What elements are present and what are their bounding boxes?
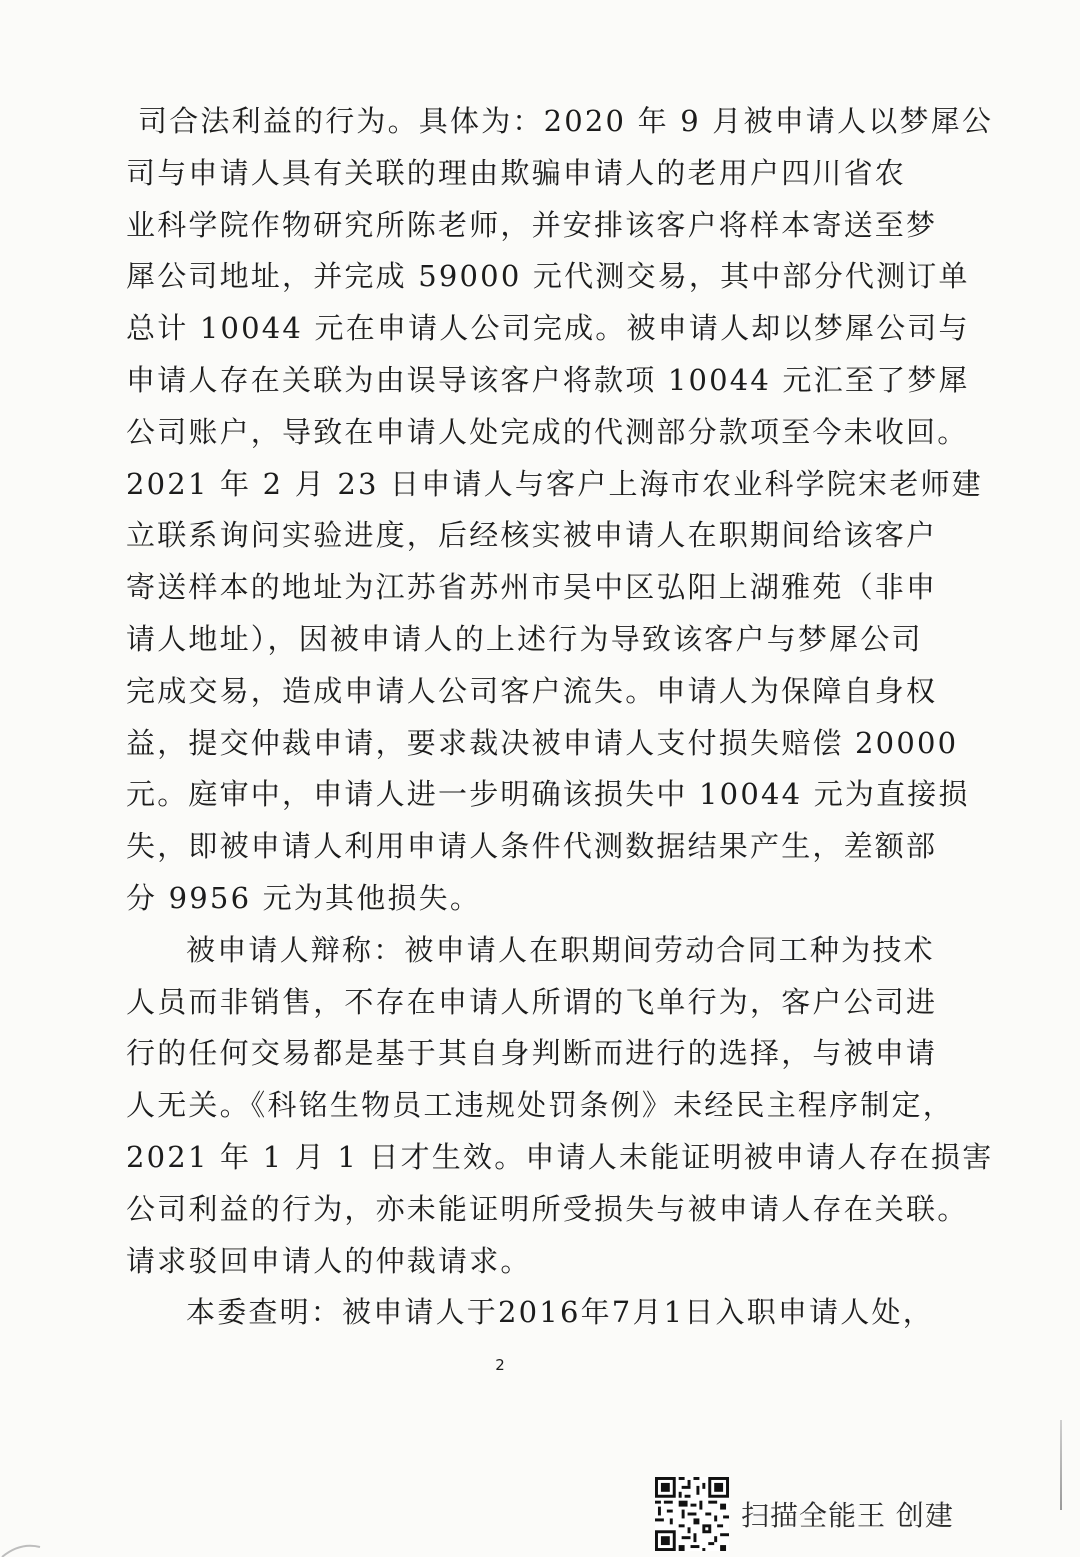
text-line: 司合法利益的行为。具体为：2020 年 9 月被申请人以梦犀公 [138,104,994,138]
text-line: 人员而非销售，不存在申请人所谓的飞单行为，客户公司进 [126,984,938,1019]
qr-code-icon [655,1477,729,1551]
text-line: 司与申请人具有关联的理由欺骗申请人的老用户四川省农 [126,155,907,190]
text-line: 分 9956 元为其他损失。 [126,880,482,915]
text-line: 完成交易，造成申请人公司客户流失。申请人为保障自身权 [126,673,938,708]
scanner-watermark [655,1477,954,1551]
text-line: 请求驳回申请人的仲裁请求。 [126,1243,532,1278]
scan-edge-shadow [1060,1420,1062,1510]
text-line: 行的任何交易都是基于其自身判断而进行的选择，与被申请 [126,1036,938,1071]
text-line: 申请人存在关联为由误导该客户将款项 10044 元汇至了梦犀 [126,362,970,397]
text-line: 人无关。《科铭生物员工违规处罚条例》未经民主程序制定， [126,1088,954,1123]
text-line: 元。庭审中，申请人进一步明确该损失中 10044 元为直接损 [126,777,970,812]
scanner-watermark-text: 扫描全能王 创建 [741,1499,954,1532]
paragraph-start-line: 本委查明：被申请人于2016年7月1日入职申请人处， [186,1295,934,1330]
text-line: 犀公司地址，并完成 59000 元代测交易，其中部分代测订单 [126,259,970,294]
page-number: 2 [495,1356,505,1374]
text-line: 失，即被申请人利用申请人条件代测数据结果产生，差额部 [126,829,938,864]
text-line: 2021 年 1 月 1 日才生效。申请人未能证明被申请人存在损害 [126,1139,994,1174]
text-line: 公司利益的行为，亦未能证明所受损失与被申请人存在关联。 [126,1191,969,1226]
text-line: 2021 年 2 月 23 日申请人与客户上海市农业科学院宋老师建 [126,466,983,501]
text-line: 寄送样本的地址为江苏省苏州市吴中区弘阳上湖雅苑（非申 [126,570,938,605]
text-line: 益，提交仲裁申请，要求裁决被申请人支付损失赔偿 20000 [126,725,959,760]
text-line: 请人地址），因被申请人的上述行为导致该客户与梦犀公司 [126,621,923,656]
corner-scan-artifact [0,1517,60,1557]
text-line: 总计 10044 元在申请人公司完成。被申请人却以梦犀公司与 [126,311,970,346]
document-body [126,96,994,1339]
text-line: 业科学院作物研究所陈老师，并安排该客户将样本寄送至梦 [126,207,938,242]
text-line: 公司账户，导致在申请人处完成的代测部分款项至今未收回。 [126,414,969,449]
text-line: 立联系询问实验进度，后经核实被申请人在职期间给该客户 [126,518,938,553]
paragraph-start-line: 被申请人辩称：被申请人在职期间劳动合同工种为技术 [186,932,935,967]
